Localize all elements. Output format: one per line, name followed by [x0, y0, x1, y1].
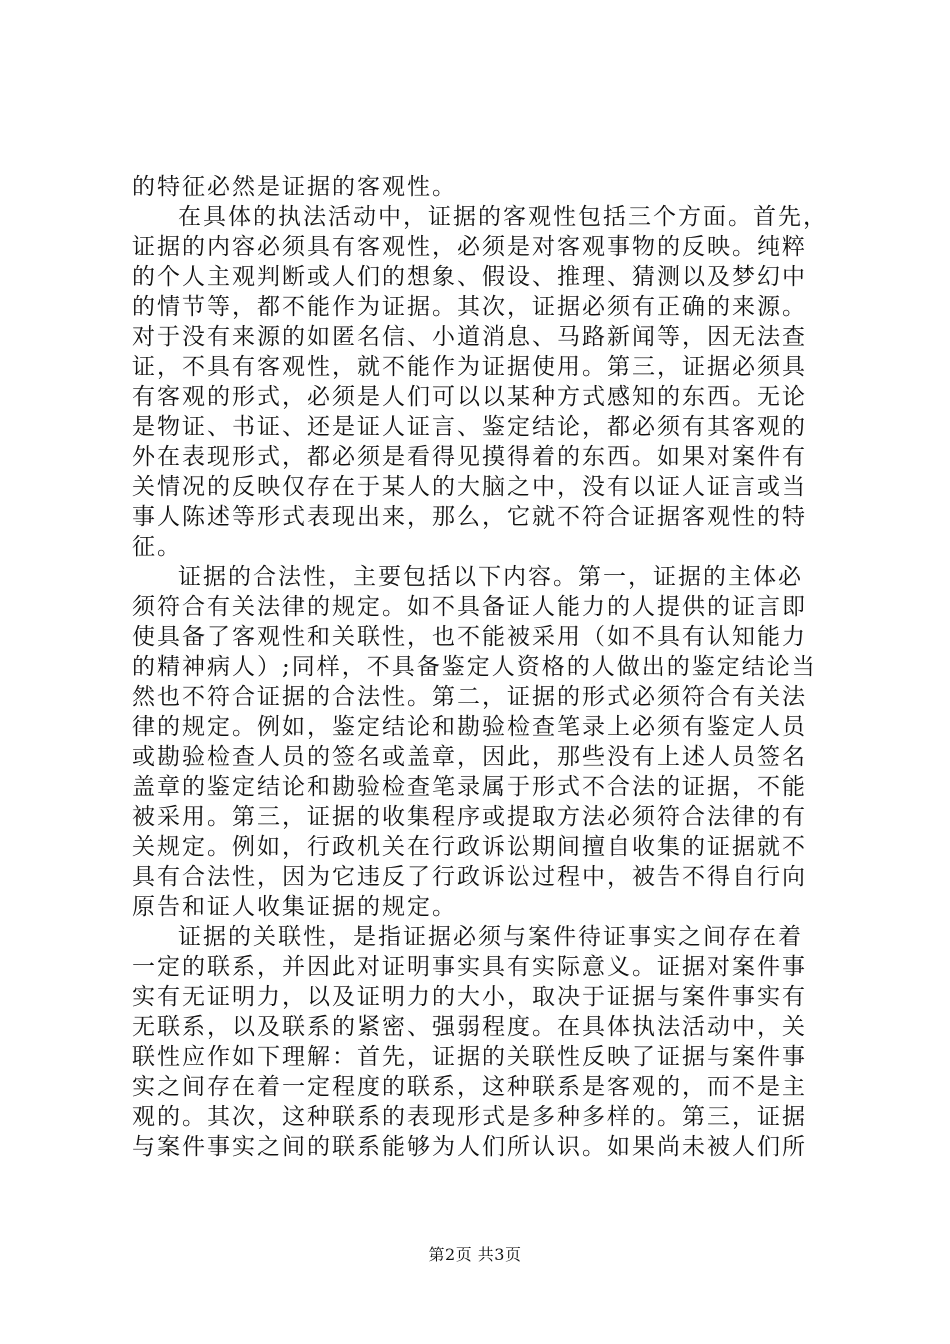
- text-line: 关规定。例如，行政机关在行政诉讼期间擅自收集的证据就不: [132, 834, 807, 860]
- text-line: 对于没有来源的如匿名信、小道消息、马路新闻等，因无法查: [132, 324, 807, 350]
- text-line: 一定的联系，并因此对证明事实具有实际意义。证据对案件事: [132, 954, 807, 980]
- text-line: 外在表现形式，都必须是看得见摸得着的东西。如果对案件有: [132, 444, 807, 470]
- text-line: 具有合法性，因为它违反了行政诉讼过程中，被告不得自行向: [132, 864, 807, 890]
- text-line: 是物证、书证、还是证人证言、鉴定结论，都必须有其客观的: [132, 414, 807, 440]
- text-line: 观的。其次，这种联系的表现形式是多种多样的。第三，证据: [132, 1104, 807, 1130]
- text-line: 的情节等，都不能作为证据。其次，证据必须有正确的来源。: [132, 294, 807, 320]
- text-line: 有客观的形式，必须是人们可以以某种方式感知的东西。无论: [132, 384, 807, 410]
- text-line: 的个人主观判断或人们的想象、假设、推理、猜测以及梦幻中: [132, 264, 807, 290]
- text-line: 的精神病人）;同样，不具备鉴定人资格的人做出的鉴定结论当: [132, 654, 817, 680]
- text-line: 律的规定。例如，鉴定结论和勘验检查笔录上必须有鉴定人员: [132, 714, 807, 740]
- text-line: 联性应作如下理解：首先，证据的关联性反映了证据与案件事: [132, 1044, 807, 1070]
- text-line: 与案件事实之间的联系能够为人们所认识。如果尚未被人们所: [132, 1134, 807, 1160]
- text-line: 证据的内容必须具有客观性，必须是对客观事物的反映。纯粹: [132, 234, 807, 260]
- paragraph-first-line: 证据的关联性，是指证据必须与案件待证事实之间存在着: [178, 924, 803, 950]
- text-line: 无联系，以及联系的紧密、强弱程度。在具体执法活动中，关: [132, 1014, 807, 1040]
- text-line: 使具备了客观性和关联性，也不能被采用（如不具有认知能力: [132, 624, 807, 650]
- text-line: 的特征必然是证据的客观性。: [132, 174, 457, 200]
- text-line: 被采用。第三，证据的收集程序或提取方法必须符合法律的有: [132, 804, 807, 830]
- text-line: 关情况的反映仅存在于某人的大脑之中，没有以证人证言或当: [132, 474, 807, 500]
- text-line: 盖章的鉴定结论和勘验检查笔录属于形式不合法的证据，不能: [132, 774, 807, 800]
- paragraph-first-line: 证据的合法性，主要包括以下内容。第一，证据的主体必: [178, 564, 803, 590]
- text-line: 须符合有关法律的规定。如不具备证人能力的人提供的证言即: [132, 594, 807, 620]
- text-line: 征。: [132, 534, 182, 560]
- text-line: 或勘验检查人员的签名或盖章，因此，那些没有上述人员签名: [132, 744, 807, 770]
- text-line: 实有无证明力，以及证明力的大小，取决于证据与案件事实有: [132, 984, 807, 1010]
- text-line: 实之间存在着一定程度的联系，这种联系是客观的，而不是主: [132, 1074, 807, 1100]
- body-text: [132, 172, 832, 1162]
- text-line: 事人陈述等形式表现出来，那么，它就不符合证据客观性的特: [132, 504, 807, 530]
- paragraph-first-line: 在具体的执法活动中，证据的客观性包括三个方面。首先，: [178, 204, 828, 230]
- text-line: 证，不具有客观性，就不能作为证据使用。第三，证据必须具: [132, 354, 807, 380]
- page-number: 第2页 共3页: [428, 1245, 522, 1264]
- text-line: 然也不符合证据的合法性。第二，证据的形式必须符合有关法: [132, 684, 807, 710]
- text-line: 原告和证人收集证据的规定。: [132, 894, 457, 920]
